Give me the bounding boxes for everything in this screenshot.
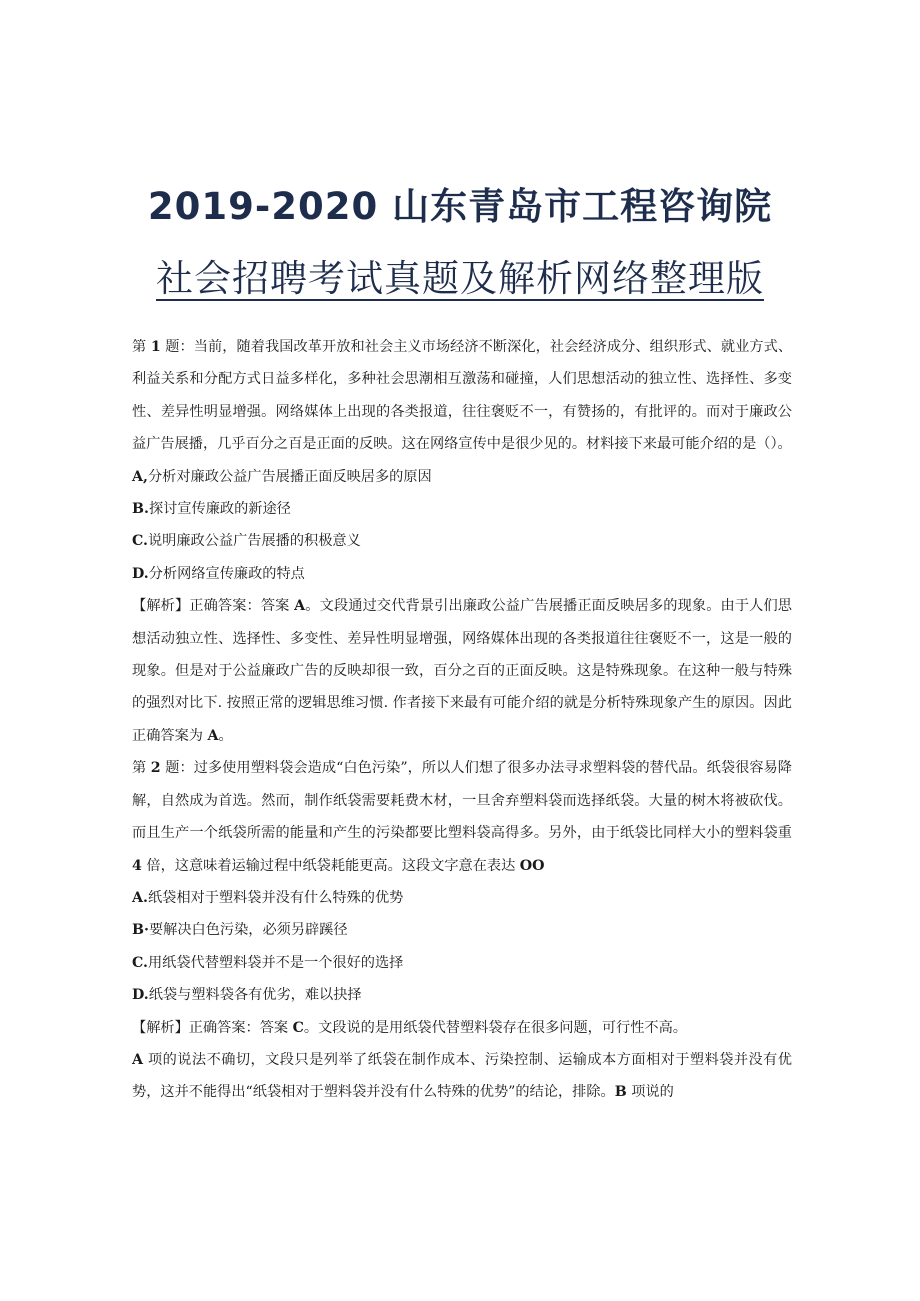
answer-letter: C xyxy=(292,1019,304,1036)
question-1-option-a: A,分析对廉政公益广告展播正面反映居多的原因 xyxy=(132,468,432,485)
question-1-option-d: D.分析网络宣传廉政的特点 xyxy=(132,565,305,582)
document-title-line-2: 社会招聘考试真题及解析网络整理版 xyxy=(156,257,764,300)
question-2-option-c: C.用纸袋代替塑料袋并不是一个很好的选择 xyxy=(132,954,404,971)
question-1-option-b: B.探讨宣传廉政的新途径 xyxy=(132,501,291,518)
question-2-option-b: B·要解决白色污染，必须另辟蹊径 xyxy=(132,922,348,939)
question-1-option-c: C.说明廉政公益广告展播的积极意义 xyxy=(132,533,361,550)
question-2-stem: 第 2 题：过多使用塑料袋会造成“白色污染”，所以人们想了很多办法寻求塑料袋的替代品。纸袋很容易降解，自然成为首选。然而，制作纸袋需要耗费木材，一旦舍弃塑料袋而选择纸袋。大量的树木将被砍伐。而且生产一个纸袋所需的能量和产生的污染都要比塑料袋高得多。另外，由于纸袋比同样大小的塑料袋重 4 倍，这意味着运输过程中纸袋耗能更高。这段文字意在表达 OO xyxy=(132,760,792,874)
document-body xyxy=(132,331,792,1109)
question-2-option-a: A.纸袋相对于塑料袋并没有什么特殊的优势 xyxy=(132,889,404,906)
question-2-analysis-detail: A 项的说法不确切，文段只是列举了纸袋在制作成本、污染控制、运输成本方面相对于塑料袋并没有优势，这并不能得出“纸袋相对于塑料袋并没有什么特殊的优势”的结论，排除。B 项说的 xyxy=(132,1051,792,1101)
document-title-line-1 xyxy=(0,176,920,230)
question-2-analysis: 【解析】正确答案：答案 C。文段说的是用纸袋代替塑料袋存在很多问题，可行性不高。 xyxy=(132,1019,687,1036)
question-1-analysis: 【解析】正确答案：答案 A。文段通过交代背景引出廉政公益广告展播正面反映居多的现象。由于人们思想活动独立性、选择性、多变性、差异性明显增强，网络媒体出现的各类报道往往褒贬不一，这是一般的现象。但是对于公益廉政广告的反映却很一致，百分之百的正面反映。这是特殊现象。在这种一般与特殊的强烈对比下. 按照正常的逻辑思维习惯. 作者接下来最有可能介绍的就是分析特殊现象产生的原因。因此正确答案为 A。 xyxy=(132,598,792,744)
answer-letter: A xyxy=(294,598,306,615)
title-year: 2019-2020 xyxy=(147,185,379,228)
question-1-stem: 第 1 题：当前，随着我国改革开放和社会主义市场经济不断深化，社会经济成分、组织形式、就业方式、利益关系和分配方式日益多样化，多种社会思潮相互激荡和碰撞，人们思想活动的独立性、选择性、多变性、差异性明显增强。网络媒体上出现的各类报道，往往褒贬不一，有赞扬的，有批评的。而对于廉政公益广告展播，几乎百分之百是正面的反映。这在网络宣传中是很少见的。材料接下来最可能介绍的是（）。 xyxy=(132,339,793,453)
question-number: 1 xyxy=(150,339,161,355)
question-2-option-d: D.纸袋与塑料袋各有优劣，难以抉择 xyxy=(132,987,362,1004)
question-number: 2 xyxy=(150,760,161,777)
title-organization: 山东青岛市工程咨询院 xyxy=(378,185,773,228)
answer-letter: A xyxy=(207,727,219,744)
